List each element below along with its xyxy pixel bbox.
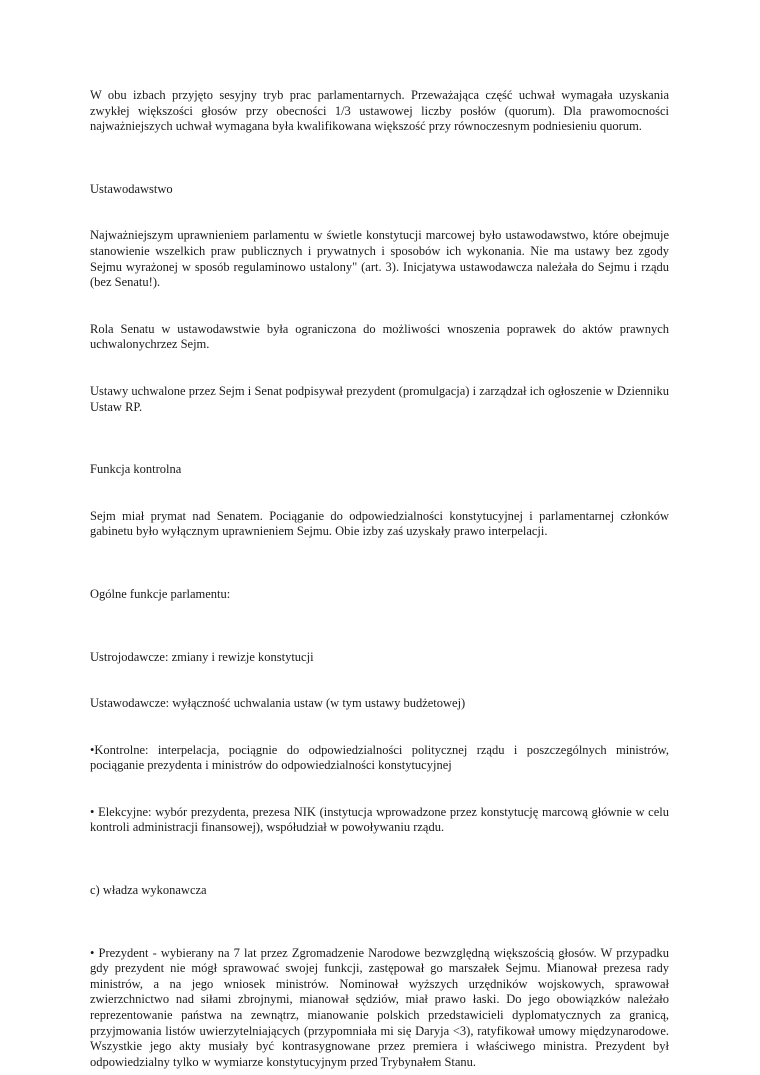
spacer	[90, 712, 669, 743]
paragraph-prymat-sejmu: Sejm miał prymat nad Senatem. Pociąganie do odpowiedzialności konstytucyjnej i parlamentarnej członków gabinetu było wyłącznym uprawnieniem Sejmu. Obie izby zaś uzyskały prawo interpelacji.	[90, 508, 669, 539]
spacer	[90, 415, 669, 462]
list-item-ustrojodawcze: Ustrojodawcze: zmiany i rewizje konstytucji	[90, 649, 314, 664]
document-page	[90, 88, 669, 1070]
spacer	[90, 197, 669, 228]
paragraph-sesyjny-tryb: W obu izbach przyjęto sesyjny tryb prac parlamentarnych. Przeważająca część uchwał wymagała uzyskania zwykłej większości głosów przy obecności 1/3 ustawowej liczby posłów (quorum). Dla prawomocności najważniejszych uchwał wymagana była kwalifikowana większość przy równoczesnym podniesieniu quorum.	[90, 88, 669, 134]
spacer	[90, 478, 669, 509]
list-item-ustawodawcze: Ustawodawcze: wyłączność uchwalania ustaw (w tym ustawy budżetowej)	[90, 696, 466, 711]
spacer	[90, 774, 669, 805]
spacer	[90, 603, 669, 650]
heading-ogolne-funkcje: Ogólne funkcje parlamentu:	[90, 586, 231, 601]
heading-wladza-wykonawcza: c) władza wykonawcza	[90, 883, 207, 898]
spacer	[90, 899, 669, 946]
paragraph-prezydent: • Prezydent - wybierany na 7 lat przez Zgromadzenie Narodowe bezwzględną większością głosów. W przypadku gdy prezydent nie mógł sprawować swojej funkcji, zastępował go marszałek Sejmu. Mianował prezesa rady ministrów, a na jego wniosek ministrów. Nominował wyższych urzędników wojskowych, sprawował zwierzchnictwo nad siłami zbrojnymi, mianował sędziów, miał prawo łaski. Do jego obowiązków należało reprezentowanie państwa na zewnątrz, mianowanie polskich przedstawicieli dyplomatycznych za granicą, przyjmowania listów uwierzytelniających (przypomniała mi się Daryja <3), ratyfikował umowy międzynarodowe. Wszystkie jego akty musiały być kontrasygnowane przez premiera i właściwego ministra. Prezydent był odpowiedzialny tylko w wymiarze konstytucyjnym przed Trybynałem Stanu.	[90, 945, 669, 1069]
spacer	[90, 353, 669, 384]
paragraph-rola-senatu: Rola Senatu w ustawodawstwie była ograniczona do możliwości wnoszenia poprawek do aktów prawnych uchwalonychrzez Sejm.	[90, 321, 669, 352]
list-item-kontrolne: •Kontrolne: interpelacja, pociągnie do odpowiedzialności politycznej rządu i poszczególnych ministrów, pociąganie prezydenta i ministrów do odpowiedzialności konstytucyjnej	[90, 742, 669, 773]
paragraph-ustawodawstwo: Najważniejszym uprawnieniem parlamentu w świetle konstytucji marcowej było ustawodawstwo, które obejmuje stanowienie wszelkich praw publicznych i prywatnych i sposobów ich wykonania. Nie ma ustawy bez zgody Sejmu wyrażonej w sposób regulaminowo ustalony" (art. 3). Inicjatywa ustawodawcza należała do Sejmu i rządu (bez Senatu!).	[90, 228, 669, 290]
spacer	[90, 291, 669, 322]
list-item-elekcyjne: • Elekcyjne: wybór prezydenta, prezesa NIK (instytucja wprowadzone przez konstytucję marcową głównie w celu kontroli administracji finansowej), współudział w powoływaniu rządu.	[90, 804, 669, 835]
paragraph-ustawy-uchwalone: Ustawy uchwalone przez Sejm i Senat podpisywał prezydent (promulgacja) i zarządzał ich ogłoszenie w Dzienniku Ustaw RP.	[90, 383, 669, 414]
heading-funkcja-kontrolna: Funkcja kontrolna	[90, 462, 182, 477]
spacer	[90, 540, 669, 587]
spacer	[90, 135, 669, 182]
spacer	[90, 665, 669, 696]
heading-ustawodawstwo: Ustawodawstwo	[90, 181, 173, 196]
spacer	[90, 836, 669, 883]
